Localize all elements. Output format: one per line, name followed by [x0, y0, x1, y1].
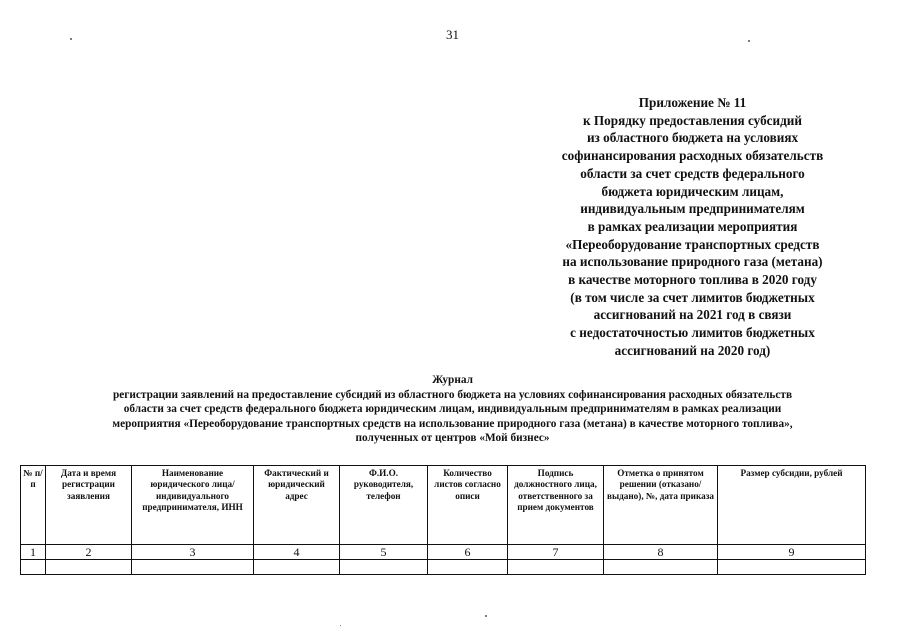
appendix-line: на использование природного газа (метана) — [562, 254, 823, 270]
column-header: Отметка о принятом решении (отказано/выдано), №, дата приказа — [604, 466, 718, 545]
appendix-line: из областного бюджета на условиях — [586, 130, 799, 146]
column-header: Дата и время регистрации заявления — [46, 466, 132, 545]
column-number: 6 — [428, 545, 508, 560]
column-number: 7 — [508, 545, 604, 560]
journal-title: Журнал — [432, 374, 473, 386]
column-number: 2 — [46, 545, 132, 560]
column-number: 4 — [254, 545, 340, 560]
column-number: 1 — [21, 545, 46, 560]
column-header: Фактический и юридический адрес — [254, 466, 340, 545]
appendix-line: софинансирования расходных обязательств — [561, 148, 824, 164]
appendix-line: ассигнований на 2020 год) — [614, 342, 771, 358]
scan-speck — [70, 38, 72, 40]
table-cell — [46, 560, 132, 575]
table-cell — [254, 560, 340, 575]
column-header: Размер субсидии, рублей — [718, 466, 866, 545]
appendix-line: ассигнований на 2021 год в связи — [593, 307, 792, 323]
registration-table — [20, 465, 866, 575]
appendix-line: области за счет средств федерального — [580, 165, 805, 181]
appendix-line: к Порядку предоставления субсидий — [583, 112, 802, 128]
table-cell — [718, 560, 866, 575]
appendix-line: в качестве моторного топлива в 2020 году — [568, 272, 817, 288]
appendix-line: с недостаточностью лимитов бюджетных — [570, 325, 815, 341]
column-header: Подпись должностного лица, ответственного за прием документов — [508, 466, 604, 545]
page-number: 31 — [446, 27, 459, 42]
column-header: № п/п — [21, 466, 46, 545]
journal-heading — [20, 373, 885, 446]
appendix-line: (в том числе за счет лимитов бюджетных — [570, 289, 815, 305]
table-cell — [508, 560, 604, 575]
table-cell — [132, 560, 254, 575]
column-number: 5 — [340, 545, 428, 560]
journal-subtitle-line: мероприятия «Переоборудование транспортных средств на использование природного газа (метана) в качестве моторного топлива», — [112, 417, 793, 430]
column-number: 9 — [718, 545, 866, 560]
appendix-line: индивидуальным предпринимателям — [580, 201, 805, 217]
column-number: 8 — [604, 545, 718, 560]
table-cell — [340, 560, 428, 575]
scan-speck — [340, 625, 341, 626]
column-header: Количество листов согласно описи — [428, 466, 508, 545]
table-cell — [604, 560, 718, 575]
journal-subtitle-line: регистрации заявлений на предоставление субсидий из областного бюджета на условиях софинансирования расходных обязательств — [112, 388, 793, 401]
journal-subtitle-line: полученных от центров «Мой бизнес» — [355, 432, 550, 444]
column-header: Ф.И.О. руководителя, телефон — [340, 466, 428, 545]
appendix-line: в рамках реализации мероприятия — [587, 218, 798, 234]
column-number-row — [21, 545, 866, 560]
column-header: Наименование юридического лица/ индивидуального предпринимателя, ИНН — [132, 466, 254, 545]
table-cell — [428, 560, 508, 575]
appendix-line: Приложение № 11 — [638, 95, 747, 110]
appendix-line: «Переоборудование транспортных средств — [565, 236, 820, 252]
scan-speck — [485, 615, 487, 617]
table-cell — [21, 560, 46, 575]
appendix-line: бюджета юридическим лицам, — [601, 183, 784, 199]
column-number: 3 — [132, 545, 254, 560]
scan-speck — [748, 40, 750, 42]
appendix-heading — [520, 94, 865, 360]
table-row — [21, 560, 866, 575]
table-header-row — [21, 466, 866, 545]
journal-subtitle-line: области за счет средств федерального бюджета юридическим лицам, индивидуальным предпринимателям в рамках реализации — [123, 403, 782, 415]
